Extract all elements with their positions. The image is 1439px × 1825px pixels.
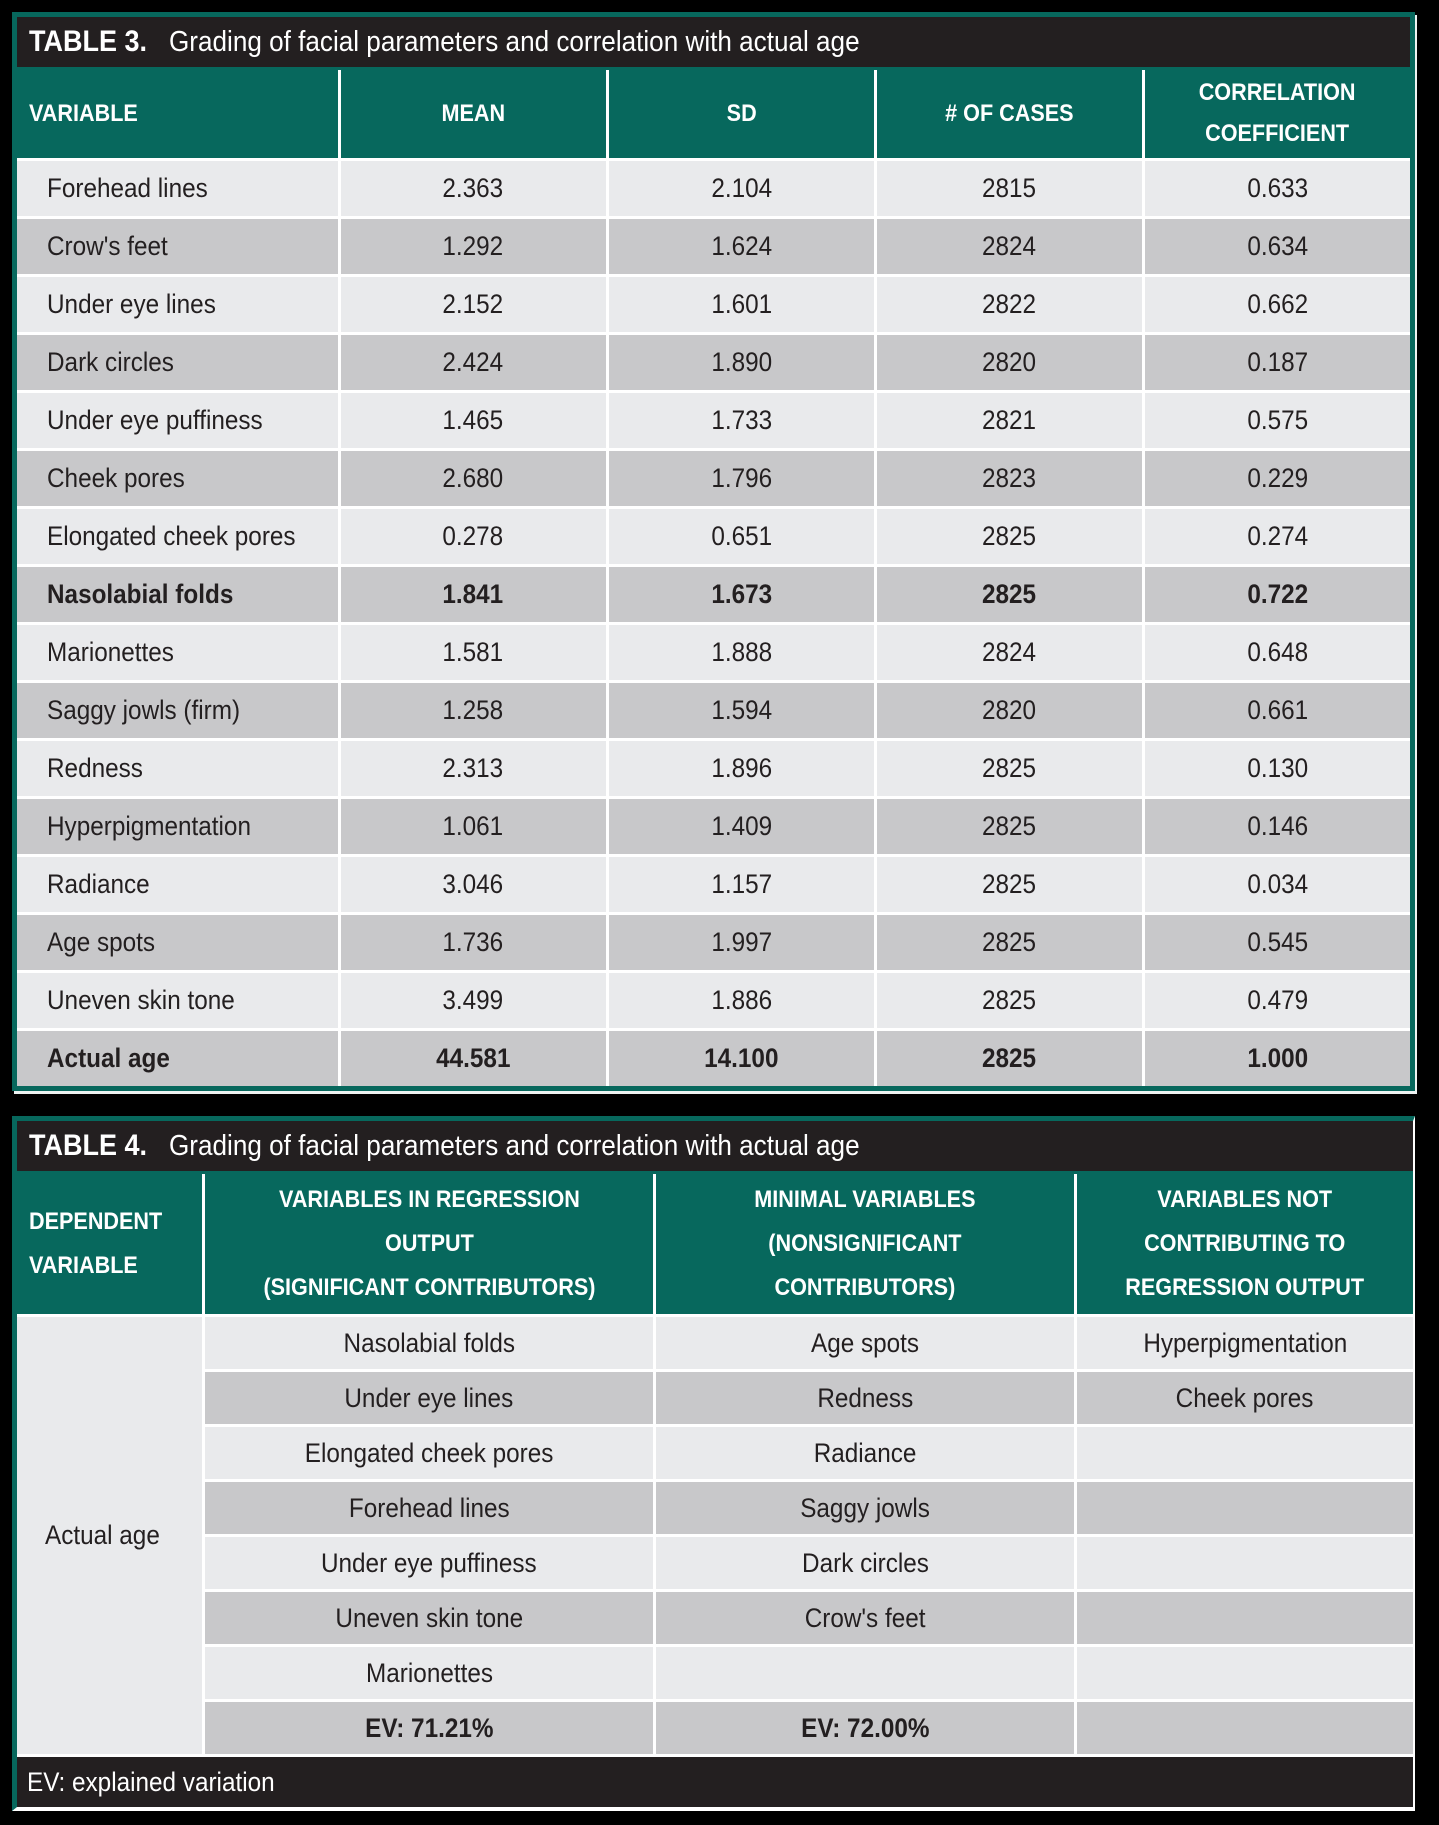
col-header-variable: VARIABLE bbox=[17, 70, 338, 158]
cell-cases: 2820 bbox=[877, 335, 1142, 390]
cell-variable: Hyperpigmentation bbox=[17, 799, 338, 854]
cell-correlation: 0.479 bbox=[1145, 973, 1410, 1028]
cell-cases: 2825 bbox=[877, 567, 1142, 622]
cell-nonsignificant: Age spots bbox=[656, 1317, 1073, 1369]
cell-variable: Saggy jowls (firm) bbox=[17, 683, 338, 738]
table3-card bbox=[12, 12, 1415, 1091]
cell-mean: 2.313 bbox=[341, 741, 606, 796]
col-header-cases: # OF CASES bbox=[877, 70, 1142, 158]
cell-not-contributing bbox=[1077, 1427, 1413, 1479]
table3-grid bbox=[17, 70, 1410, 1086]
cell-correlation: 1.000 bbox=[1145, 1031, 1410, 1086]
cell-sd: 1.886 bbox=[609, 973, 874, 1028]
col-header-dependent-variable: DEPENDENT VARIABLE bbox=[17, 1174, 202, 1314]
cell-mean: 1.258 bbox=[341, 683, 606, 738]
cell-variable: Nasolabial folds bbox=[17, 567, 338, 622]
cell-variable: Marionettes bbox=[17, 625, 338, 680]
cell-mean: 44.581 bbox=[341, 1031, 606, 1086]
cell-mean: 1.841 bbox=[341, 567, 606, 622]
cell-mean: 2.680 bbox=[341, 451, 606, 506]
cell-cases: 2824 bbox=[877, 625, 1142, 680]
cell-nonsignificant: Crow's feet bbox=[656, 1592, 1073, 1644]
cell-significant: Elongated cheek pores bbox=[205, 1427, 654, 1479]
cell-nonsignificant: Dark circles bbox=[656, 1537, 1073, 1589]
table4-title-label: TABLE 4. bbox=[29, 1129, 148, 1162]
cell-variable: Redness bbox=[17, 741, 338, 796]
cell-ev-nonsignificant: EV: 72.00% bbox=[656, 1702, 1073, 1754]
cell-not-contributing bbox=[1077, 1702, 1413, 1754]
cell-mean: 0.278 bbox=[341, 509, 606, 564]
cell-cases: 2821 bbox=[877, 393, 1142, 448]
cell-variable: Actual age bbox=[17, 1031, 338, 1086]
cell-sd: 1.157 bbox=[609, 857, 874, 912]
cell-not-contributing bbox=[1077, 1592, 1413, 1644]
cell-correlation: 0.187 bbox=[1145, 335, 1410, 390]
cell-sd: 2.104 bbox=[609, 161, 874, 216]
cell-nonsignificant bbox=[656, 1647, 1073, 1699]
cell-correlation: 0.545 bbox=[1145, 915, 1410, 970]
cell-not-contributing: Cheek pores bbox=[1077, 1372, 1413, 1424]
cell-significant: Forehead lines bbox=[205, 1482, 654, 1534]
col-header-mean: MEAN bbox=[341, 70, 606, 158]
cell-nonsignificant: Saggy jowls bbox=[656, 1482, 1073, 1534]
cell-mean: 1.581 bbox=[341, 625, 606, 680]
cell-correlation: 0.274 bbox=[1145, 509, 1410, 564]
cell-correlation: 0.146 bbox=[1145, 799, 1410, 854]
cell-cases: 2825 bbox=[877, 799, 1142, 854]
cell-cases: 2825 bbox=[877, 857, 1142, 912]
cell-correlation: 0.575 bbox=[1145, 393, 1410, 448]
cell-nonsignificant: Radiance bbox=[656, 1427, 1073, 1479]
col-header-significant-contributors: VARIABLES IN REGRESSION OUTPUT (SIGNIFICANT CONTRIBUTORS) bbox=[205, 1174, 654, 1314]
cell-correlation: 0.634 bbox=[1145, 219, 1410, 274]
cell-not-contributing bbox=[1077, 1537, 1413, 1589]
cell-variable: Uneven skin tone bbox=[17, 973, 338, 1028]
cell-cases: 2823 bbox=[877, 451, 1142, 506]
cell-nonsignificant: Redness bbox=[656, 1372, 1073, 1424]
cell-mean: 2.424 bbox=[341, 335, 606, 390]
cell-sd: 0.651 bbox=[609, 509, 874, 564]
cell-correlation: 0.633 bbox=[1145, 161, 1410, 216]
cell-correlation: 0.661 bbox=[1145, 683, 1410, 738]
cell-correlation: 0.722 bbox=[1145, 567, 1410, 622]
cell-variable: Forehead lines bbox=[17, 161, 338, 216]
cell-correlation: 0.034 bbox=[1145, 857, 1410, 912]
cell-cases: 2825 bbox=[877, 509, 1142, 564]
cell-variable: Elongated cheek pores bbox=[17, 509, 338, 564]
cell-cases: 2820 bbox=[877, 683, 1142, 738]
cell-cases: 2822 bbox=[877, 277, 1142, 332]
cell-variable: Under eye lines bbox=[17, 277, 338, 332]
cell-sd: 1.601 bbox=[609, 277, 874, 332]
cell-sd: 1.409 bbox=[609, 799, 874, 854]
cell-mean: 2.152 bbox=[341, 277, 606, 332]
table4-title-bar bbox=[17, 1121, 1413, 1171]
cell-variable: Dark circles bbox=[17, 335, 338, 390]
cell-variable: Cheek pores bbox=[17, 451, 338, 506]
cell-mean: 3.499 bbox=[341, 973, 606, 1028]
cell-sd: 14.100 bbox=[609, 1031, 874, 1086]
cell-sd: 1.896 bbox=[609, 741, 874, 796]
cell-significant: Under eye lines bbox=[205, 1372, 654, 1424]
cell-mean: 1.465 bbox=[341, 393, 606, 448]
col-header-not-contributing: VARIABLES NOT CONTRIBUTING TO REGRESSION OUTPUT bbox=[1077, 1174, 1413, 1314]
cell-variable: Under eye puffiness bbox=[17, 393, 338, 448]
cell-significant: Nasolabial folds bbox=[205, 1317, 654, 1369]
cell-mean: 1.061 bbox=[341, 799, 606, 854]
cell-sd: 1.624 bbox=[609, 219, 874, 274]
cell-cases: 2825 bbox=[877, 741, 1142, 796]
table4-grid bbox=[17, 1174, 1413, 1807]
cell-not-contributing: Hyperpigmentation bbox=[1077, 1317, 1413, 1369]
cell-cases: 2825 bbox=[877, 973, 1142, 1028]
cell-correlation: 0.229 bbox=[1145, 451, 1410, 506]
cell-variable: Age spots bbox=[17, 915, 338, 970]
cell-sd: 1.997 bbox=[609, 915, 874, 970]
cell-variable: Radiance bbox=[17, 857, 338, 912]
cell-significant: Uneven skin tone bbox=[205, 1592, 654, 1644]
cell-mean: 3.046 bbox=[341, 857, 606, 912]
col-header-correlation: CORRELATION COEFFICIENT bbox=[1145, 70, 1410, 158]
cell-variable: Crow's feet bbox=[17, 219, 338, 274]
cell-correlation: 0.662 bbox=[1145, 277, 1410, 332]
cell-sd: 1.594 bbox=[609, 683, 874, 738]
cell-significant: Under eye puffiness bbox=[205, 1537, 654, 1589]
col-header-sd: SD bbox=[609, 70, 874, 158]
cell-sd: 1.673 bbox=[609, 567, 874, 622]
cell-sd: 1.890 bbox=[609, 335, 874, 390]
cell-mean: 1.736 bbox=[341, 915, 606, 970]
dependent-variable-cell: Actual age bbox=[17, 1317, 202, 1754]
cell-sd: 1.888 bbox=[609, 625, 874, 680]
table3-title-text: Grading of facial parameters and correlation with actual age bbox=[169, 25, 860, 58]
cell-not-contributing bbox=[1077, 1647, 1413, 1699]
cell-ev-significant: EV: 71.21% bbox=[205, 1702, 654, 1754]
cell-sd: 1.733 bbox=[609, 393, 874, 448]
cell-significant: Marionettes bbox=[205, 1647, 654, 1699]
footnote-bar: EV: explained variation bbox=[17, 1757, 1413, 1807]
cell-cases: 2824 bbox=[877, 219, 1142, 274]
cell-correlation: 0.130 bbox=[1145, 741, 1410, 796]
table3-title-label: TABLE 3. bbox=[29, 25, 148, 58]
col-header-nonsignificant-contributors: MINIMAL VARIABLES (NONSIGNIFICANT CONTRIBUTORS) bbox=[656, 1174, 1073, 1314]
table4-title-text: Grading of facial parameters and correlation with actual age bbox=[169, 1129, 860, 1162]
table3-title-bar bbox=[17, 17, 1410, 67]
cell-mean: 1.292 bbox=[341, 219, 606, 274]
cell-cases: 2825 bbox=[877, 1031, 1142, 1086]
cell-cases: 2825 bbox=[877, 915, 1142, 970]
table4-card bbox=[12, 1116, 1415, 1811]
cell-mean: 2.363 bbox=[341, 161, 606, 216]
cell-correlation: 0.648 bbox=[1145, 625, 1410, 680]
cell-cases: 2815 bbox=[877, 161, 1142, 216]
cell-not-contributing bbox=[1077, 1482, 1413, 1534]
cell-sd: 1.796 bbox=[609, 451, 874, 506]
